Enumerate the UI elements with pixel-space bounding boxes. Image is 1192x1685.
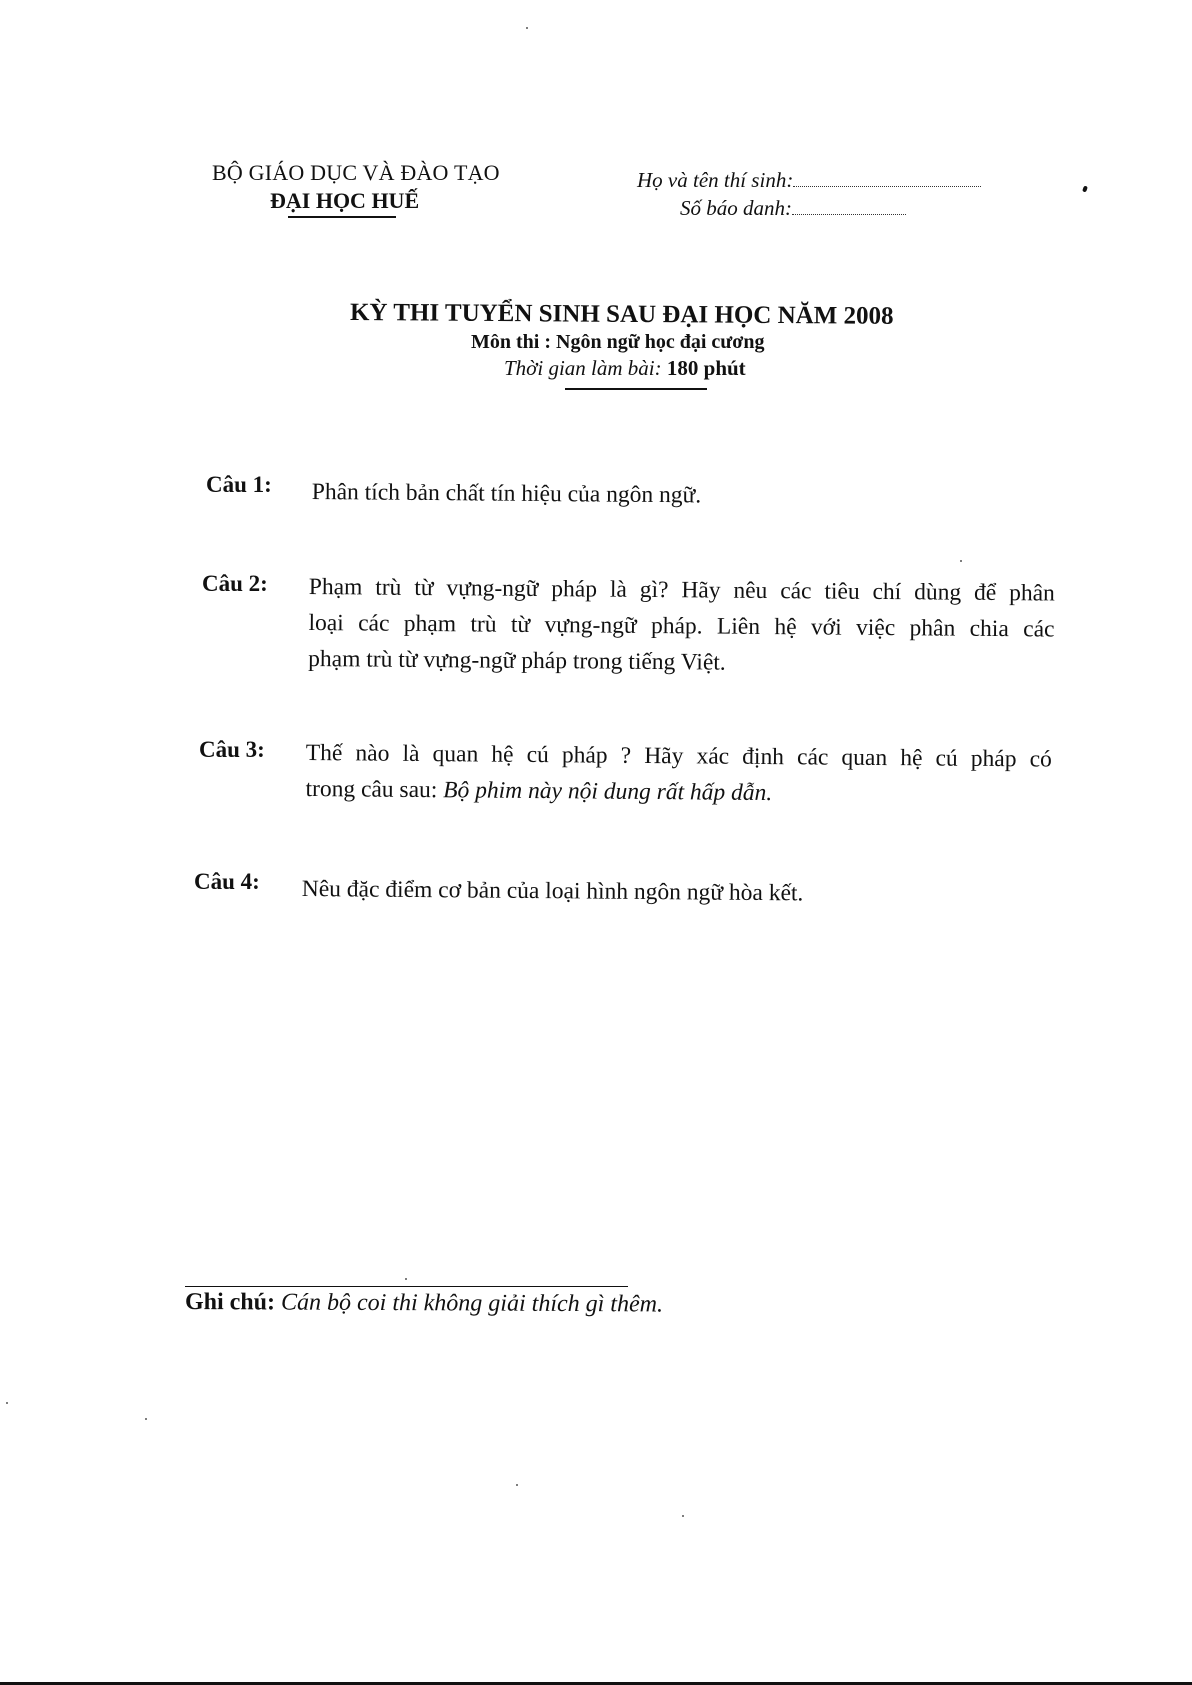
question-3-line-1: Thế nào là quan hệ cú pháp ? Hãy xác định các quan hệ cú pháp có [305, 739, 1052, 773]
question-4-label: Câu 4: [194, 869, 260, 894]
scan-speck [516, 1484, 518, 1486]
university-underline [288, 216, 396, 218]
question-2-line-3: phạm trù từ vựng-ngữ pháp trong tiếng Việt. [308, 645, 726, 676]
question-2-line-1: Phạm trù từ vựng-ngữ pháp là gì? Hãy nêu các tiêu chí dùng để phân [308, 573, 1055, 607]
question-3-line-2 [305, 771, 1051, 814]
question-3-prefix: trong câu sau: [305, 775, 438, 804]
candidate-name-label: Họ và tên thí sinh: [637, 168, 794, 192]
question-2-label: Câu 2: [202, 571, 268, 596]
question-3-label: Câu 3: [199, 737, 265, 762]
question-1-text: Phân tích bản chất tín hiệu của ngôn ngữ. [311, 478, 702, 509]
question-3-text [305, 735, 1052, 814]
exam-note [185, 1289, 663, 1319]
question-2-text [308, 569, 1055, 684]
question-3-example-sentence: Bộ phim này nội dung rất hấp dẫn. [443, 777, 773, 807]
candidate-id-field [680, 196, 906, 221]
candidate-id-label: Số báo danh: [680, 196, 792, 220]
scan-speck [145, 1418, 147, 1420]
candidate-name-blank [793, 186, 981, 187]
scan-speck [405, 1278, 407, 1280]
question-2-line-2: loại các phạm trù từ vựng-ngữ pháp. Liên hệ với việc phân chia các [308, 609, 1055, 643]
exam-duration [504, 356, 746, 381]
note-text: Cán bộ coi thi không giải thích gì thêm. [280, 1289, 664, 1318]
ministry-name: BỘ GIÁO DỤC VÀ ĐÀO TẠO [212, 160, 500, 185]
note-divider [185, 1286, 628, 1287]
question-4-text: Nêu đặc điểm cơ bản của loại hình ngôn ngữ hòa kết. [301, 875, 804, 907]
candidate-id-blank [792, 214, 906, 215]
scan-speck [6, 1402, 8, 1404]
scan-speck [960, 560, 962, 562]
note-label: Ghi chú: [184, 1289, 276, 1316]
scan-speck [682, 1515, 684, 1517]
stray-ink-mark [1082, 185, 1088, 192]
title-divider [565, 388, 707, 390]
question-1-label: Câu 1: [206, 472, 272, 497]
scan-speck [526, 27, 528, 29]
duration-value: 180 phút [666, 356, 746, 380]
university-name: ĐẠI HỌC HUẾ [270, 188, 420, 213]
candidate-name-field [637, 168, 981, 193]
exam-title: KỲ THI TUYỂN SINH SAU ĐẠI HỌC NĂM 2008 [349, 299, 894, 330]
duration-label: Thời gian làm bài: [504, 356, 662, 380]
exam-subject: Môn thi : Ngôn ngữ học đại cương [471, 331, 765, 353]
